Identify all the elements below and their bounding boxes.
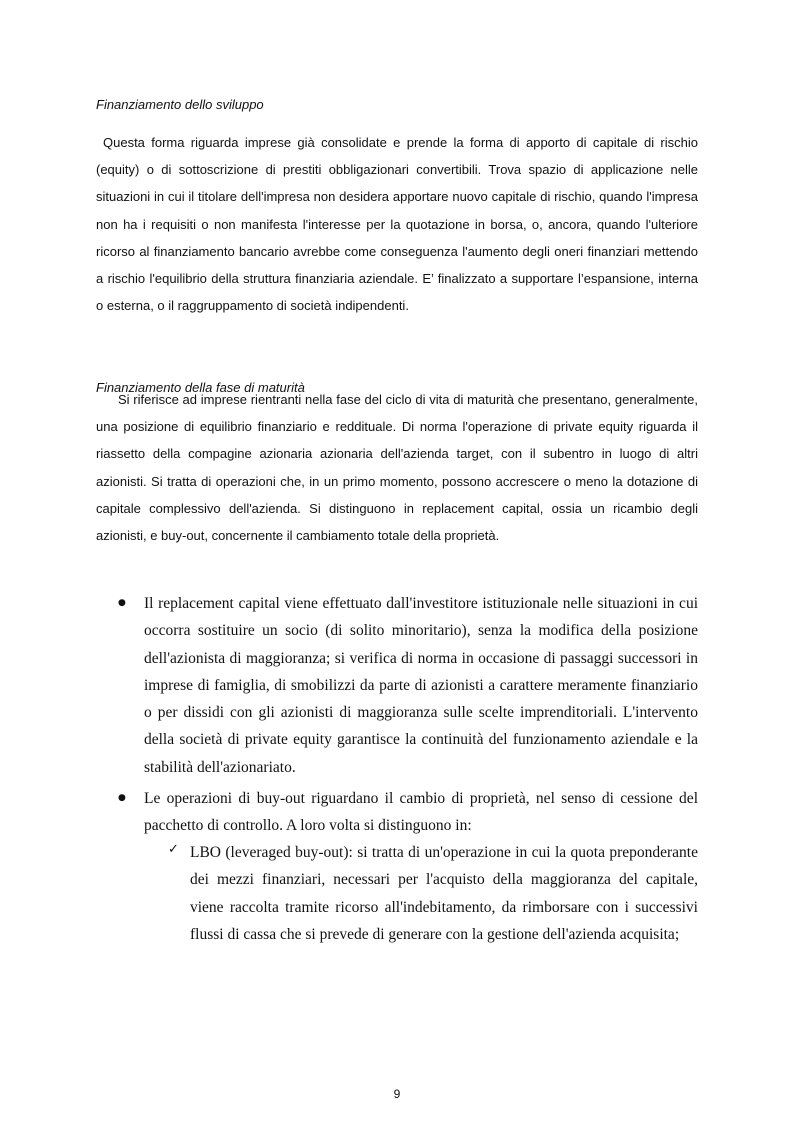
list-item-buy-out: Le operazioni di buy-out riguardano il cambio di proprietà, nel senso di cessione del pacchetto di controllo. A loro volta si distinguono in: bbox=[144, 790, 698, 835]
paragraph-development-financing: Questa forma riguarda imprese già consolidate e prende la forma di apporto di capitale di rischio (equity) o di sottoscrizione di prestiti obbligazionari convertibili. Trova spazio di applicazione nelle situazioni in cui il titolare dell'impresa non desidera apportare nuovo capitale di rischio, quando l'impresa non ha i requisiti o non manifesta l'interesse per la quotazione in borsa, o, ancora, quando l'ulteriore ricorso al finanziamento bancario avrebbe come conseguenza l'aumento degli oneri finanziari mettendo a rischio l'equilibrio della struttura finanziaria aziendale. E’ finalizzato a supportare l’espansione, interna o esterna, o il raggruppamento di società indipendenti. bbox=[96, 135, 698, 314]
list-item-replacement-capital: Il replacement capital viene effettuato dall'investitore istituzionale nelle situazioni in cui occorra sostituire un socio (di solito minoritario), senza la modifica della posizione dell'azionista di maggioranza; si verifica di norma in occasione di passaggi successori in imprese di famiglia, di smobilizzi da parte di azionisti a carattere meramente finanziario o per dissidi con gli azionisti di maggioranza sulle scelte imprenditoriali. L'intervento della società di private equity garantisce la continuità del funzionamento aziendale e la stabilità dell'azionariato. bbox=[144, 595, 698, 776]
checkmark-icon: ✓ bbox=[168, 842, 179, 857]
bullet-dot-icon: ● bbox=[118, 793, 126, 803]
page-number: 9 bbox=[393, 1087, 401, 1101]
paragraph-maturity-financing: Si riferisce ad imprese rientranti nella fase del ciclo di vita di maturità che presentano, generalmente, una posizione di equilibrio finanziario e reddituale. Di norma l'operazione di private equity riguarda il riassetto della compagine azionaria azionaria dell'azienda target, con il subentro in luogo di altri azionisti. Si tratta di operazioni che, in un primo momento, possono accrescere o meno la dotazione di capitale complessivo dell'azienda. Si distinguono in replacement capital, ossia un ricambio degli azionisti, e buy-out, concernente il cambiamento totale della proprietà. bbox=[96, 392, 698, 544]
heading-maturity-financing: Finanziamento della fase di maturità bbox=[96, 380, 305, 395]
sub-list-item-lbo: LBO (leveraged buy-out): si tratta di un'operazione in cui la quota preponderante dei mezzi finanziari, necessari per l'acquisto della maggioranza del capitale, viene raccolta tramite ricorso all'indebitamento, da rimborsare con i successivi flussi di cassa che si prevede di generare con la gestione dell'azienda acquisita; bbox=[190, 844, 698, 943]
bullet-dot-icon: ● bbox=[118, 598, 126, 608]
heading-development-financing: Finanziamento dello sviluppo bbox=[96, 97, 264, 112]
